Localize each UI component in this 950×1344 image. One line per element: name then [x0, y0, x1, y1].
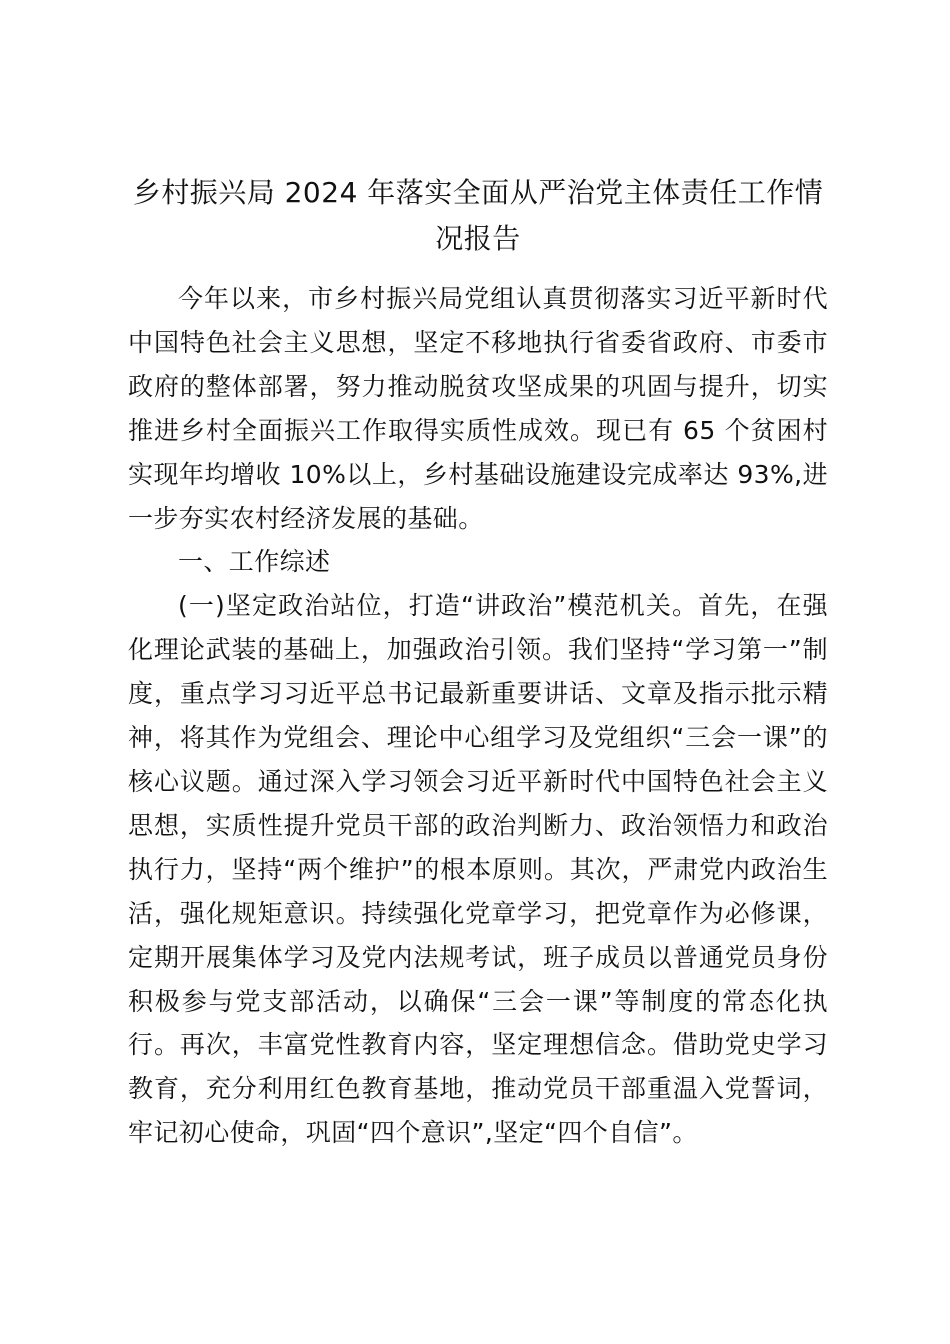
subsection-paragraph: (一)坚定政治站位，打造“讲政治”模范机关。首先，在强化理论武装的基础上，加强政治引领。我们坚持“学习第一”制度，重点学习习近平总书记最新重要讲话、文章及指示批示精神，将其作为党组会、理论中心组学习及党组织“三会一课”的核心议题。通过深入学习领会习近平新时代中国特色社会主义思想，实质性提升党员干部的政治判断力、政治领悟力和政治执行力，坚持“两个维护”的根本原则。其次，严肃党内政治生活，强化规矩意识。持续强化党章学习，把党章作为必修课，定期开展集体学习及党内法规考试，班子成员以普通党员身份积极参与党支部活动，以确保“三会一课”等制度的常态化执行。再次，丰富党性教育内容，坚定理想信念。借助党史学习教育，充分利用红色教育基地，推动党员干部重温入党誓词，牢记初心使命，巩固“四个意识”,坚定“四个自信”。	[128, 591, 828, 1148]
section-heading: 一、工作综述	[178, 547, 331, 577]
document-body	[128, 277, 828, 1155]
document-title: 乡村振兴局 2024 年落实全面从严治党主体责任工作情况报告	[132, 176, 824, 255]
intro-paragraph: 今年以来，市乡村振兴局党组认真贯彻落实习近平新时代中国特色社会主义思想，坚定不移地执行省委省政府、市委市政府的整体部署，努力推动脱贫攻坚成果的巩固与提升，切实推进乡村全面振兴工作取得实质性成效。现已有 65 个贫困村实现年均增收 10%以上，乡村基础设施建设完成率达 93%,进一步夯实农村经济发展的基础。	[128, 284, 828, 533]
